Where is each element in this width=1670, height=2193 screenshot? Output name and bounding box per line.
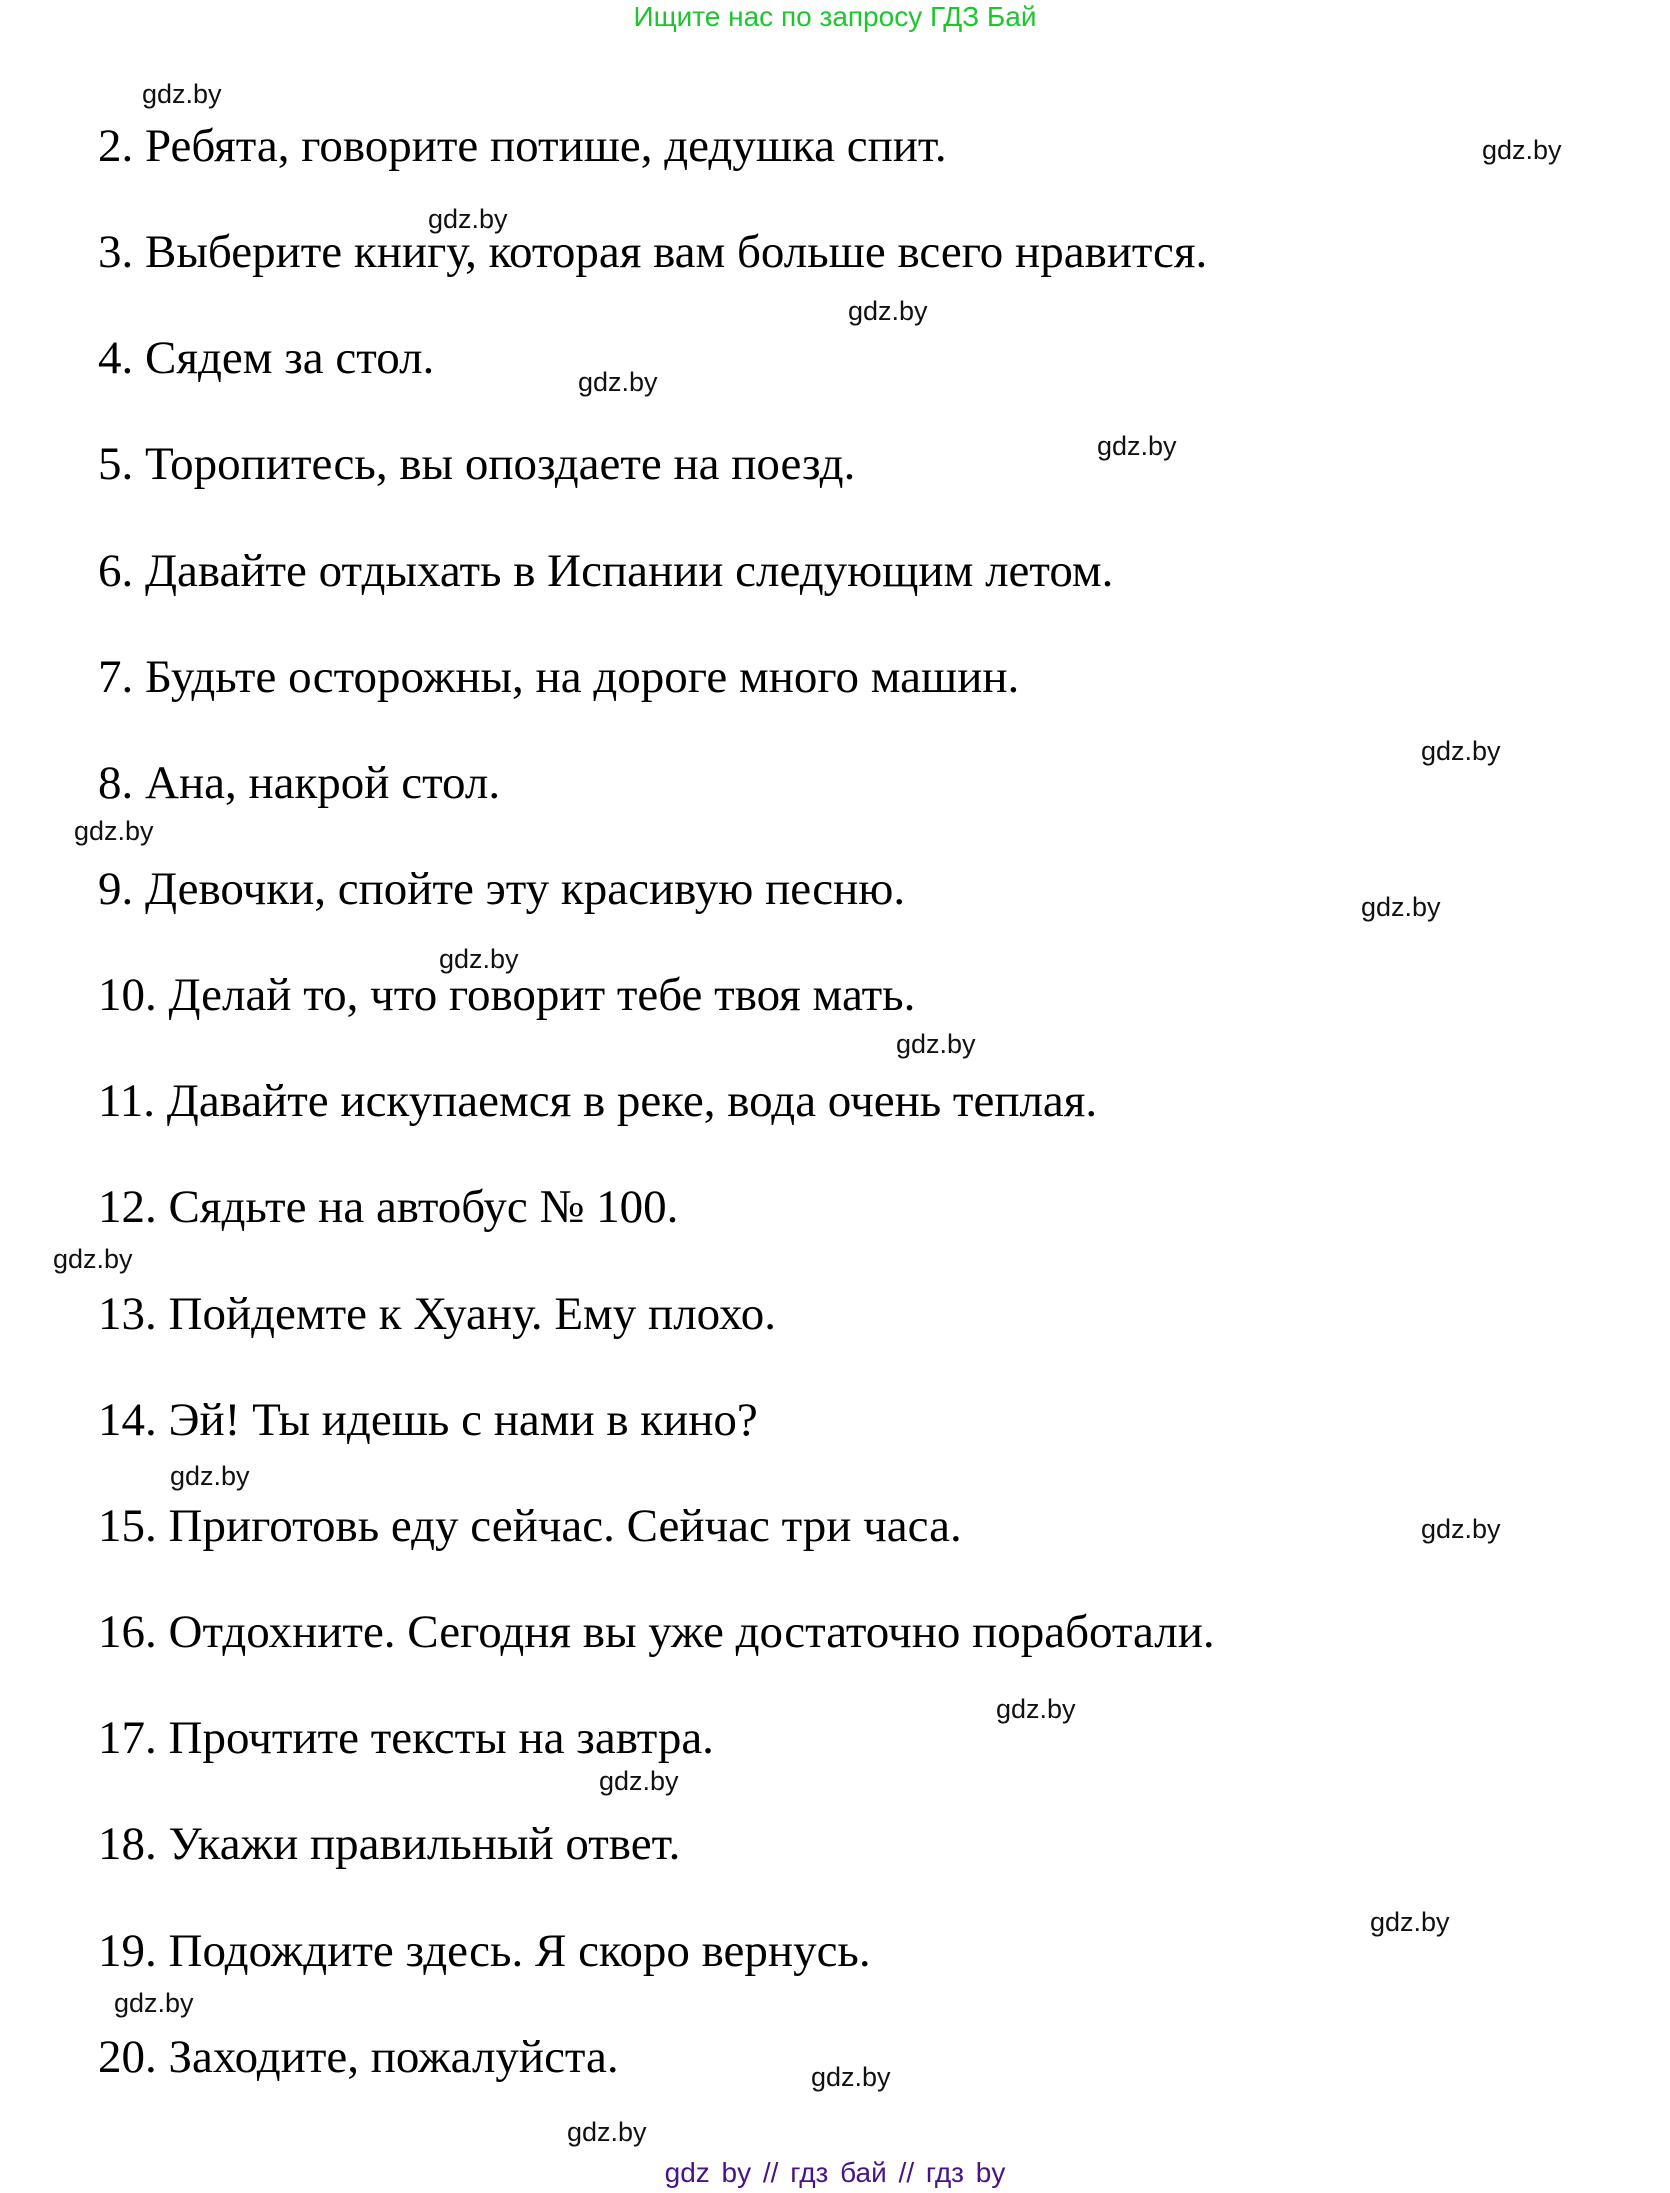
list-item: 3. Выберите книгу, которая вам больше всего нравится. (98, 226, 1208, 278)
watermark: gdz.by (1482, 135, 1562, 165)
list-item: 2. Ребята, говорите потише, дедушка спит. (98, 120, 947, 172)
list-item: 12. Сядьте на автобус № 100. (98, 1181, 679, 1233)
list-item: 7. Будьте осторожны, на дороге много машин. (98, 651, 1020, 703)
watermark: gdz.by (1361, 892, 1441, 922)
watermark: gdz.by (996, 1694, 1076, 1724)
watermark: gdz.by (142, 79, 222, 109)
list-item: 6. Давайте отдыхать в Испании следующим летом. (98, 545, 1114, 597)
watermark: gdz.by (896, 1029, 976, 1059)
list-item: 8. Ана, накрой стол. (98, 757, 501, 809)
list-item: 5. Торопитесь, вы опоздаете на поезд. (98, 438, 856, 490)
list-item: 13. Пойдемте к Хуану. Ему плохо. (98, 1288, 776, 1340)
list-item: 4. Сядем за стол. (98, 332, 435, 384)
watermark: gdz.by (114, 1988, 194, 2018)
watermark: gdz.by (567, 2117, 647, 2147)
list-item: 16. Отдохните. Сегодня вы уже достаточно поработали. (98, 1606, 1215, 1658)
watermark: gdz.by (848, 296, 928, 326)
watermark: gdz.by (428, 204, 508, 234)
list-item: 19. Подождите здесь. Я скоро вернусь. (98, 1925, 871, 1977)
footer-links: gdz by // гдз бай // гдз by (664, 2157, 1006, 2188)
watermark: gdz.by (439, 944, 519, 974)
watermark: gdz.by (1421, 736, 1501, 766)
watermark: gdz.by (74, 816, 154, 846)
watermark: gdz.by (53, 1244, 133, 1274)
list-item: 11. Давайте искупаемся в реке, вода очень теплая. (98, 1075, 1098, 1127)
list-item: 17. Прочтите тексты на завтра. (98, 1712, 714, 1764)
list-item: 18. Укажи правильный ответ. (98, 1818, 681, 1870)
search-banner: Ищите нас по запросу ГДЗ Бай (633, 1, 1037, 32)
watermark: gdz.by (1370, 1907, 1450, 1937)
watermark: gdz.by (578, 367, 658, 397)
watermark: gdz.by (1097, 431, 1177, 461)
list-item: 20. Заходите, пожалуйста. (98, 2031, 619, 2083)
watermark: gdz.by (170, 1461, 250, 1491)
list-item: 15. Приготовь еду сейчас. Сейчас три часа. (98, 1500, 962, 1552)
watermark: gdz.by (811, 2062, 891, 2092)
list-item: 9. Девочки, спойте эту красивую песню. (98, 863, 906, 915)
watermark: gdz.by (599, 1766, 679, 1796)
list-item: 14. Эй! Ты идешь с нами в кино? (98, 1394, 758, 1446)
list-item: 10. Делай то, что говорит тебе твоя мать. (98, 969, 916, 1021)
watermark: gdz.by (1421, 1514, 1501, 1544)
